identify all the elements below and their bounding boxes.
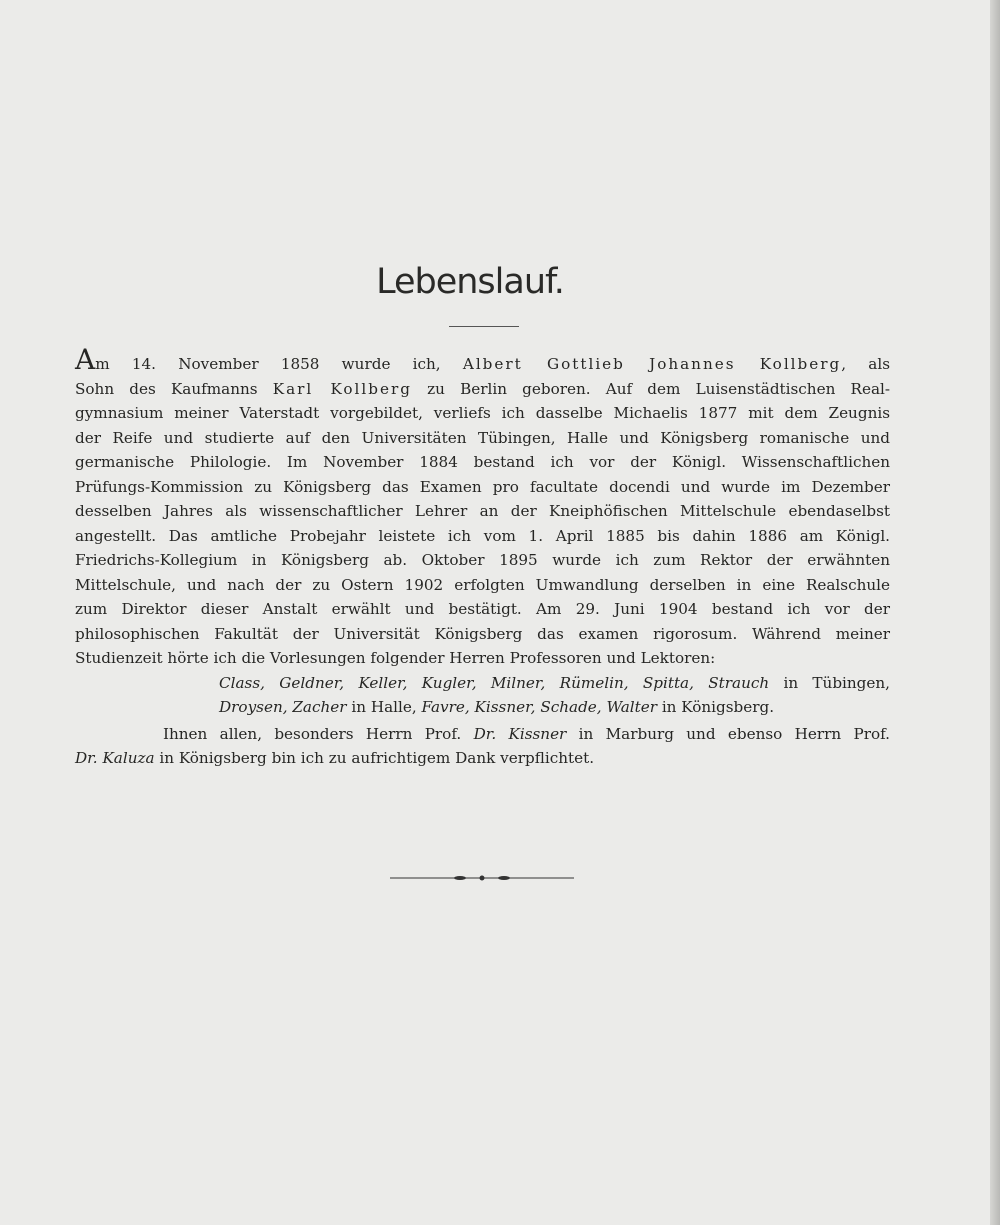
text-line: Prüfungs-Kommission zu Königsberg das Examen pro facultate docendi und wurde im Dezember xyxy=(75,477,890,496)
text-line: zum Direktor dieser Anstalt erwählt und bestätigt. Am 29. Juni 1904 bestand ich vor der xyxy=(75,600,890,618)
text-line: Studienzeit hörte ich die Vorlesungen folgender Herren Professoren und Lektoren: xyxy=(75,649,716,667)
page-edge xyxy=(990,0,1000,1225)
professor-line-tuebingen: Class, Geldner, Keller, Kugler, Milner, Rümelin, Spitta, Strauch in Tübingen, xyxy=(219,673,890,692)
text-line: desselben Jahres als wissenschaftlicher Lehrer an der Kneiphöfischen Mittelschule ebendaselbst xyxy=(75,502,890,520)
father-name: Karl Kollberg xyxy=(272,379,412,398)
text-line: angestellt. Das amtliche Probejahr leistete ich vom 1. April 1885 bis dahin 1886 am Königl. xyxy=(75,526,890,545)
professor-list xyxy=(75,671,890,720)
professor-line-halle-koenigsberg: Droysen, Zacher in Halle, Favre, Kissner, Schade, Walter in Königsberg. xyxy=(219,698,775,716)
text-line: der Reife und studierte auf den Universitäten Tübingen, Halle und Königsberg romanische und xyxy=(75,428,890,447)
title-divider xyxy=(449,326,519,327)
ornament-divider xyxy=(390,872,574,884)
thanks-paragraph xyxy=(75,722,890,747)
text-line: Friedrichs-Kollegium in Königsberg ab. Oktober 1895 wurde ich zum Rektor der erwähnten xyxy=(75,551,890,569)
page-title: Lebenslauf. xyxy=(376,262,564,302)
text-line: germanische Philologie. Im November 1884 bestand ich vor der Königl. Wissenschaftlichen xyxy=(75,453,890,471)
text-line: Am 14. November 1858 wurde ich, Albert Gottlieb Johannes Kollberg, als xyxy=(75,343,890,376)
text-line: Mittelschule, und nach der zu Ostern 1902 erfolgten Umwandlung derselben in eine Realschule xyxy=(75,575,890,594)
biography-text xyxy=(75,343,891,771)
text-line: Dr. Kaluza in Königsberg bin ich zu aufrichtigem Dank verpflichtet. xyxy=(75,749,595,767)
text-line: philosophischen Fakultät der Universität Königsberg das examen rigorosum. Während meiner xyxy=(75,624,890,643)
author-name: Albert Gottlieb Johannes Kollberg xyxy=(462,355,842,373)
drop-cap: A xyxy=(75,343,96,376)
text-line: Sohn des Kaufmanns Karl Kollberg zu Berlin geboren. Auf dem Luisenstädtischen Real- xyxy=(75,379,890,398)
text-line: gymnasium meiner Vaterstadt vorgebildet, verliefs ich dasselbe Michaelis 1877 mit dem Zeugnis xyxy=(75,404,890,422)
text-line: Ihnen allen, besonders Herrn Prof. Dr. Kissner in Marburg und ebenso Herrn Prof. xyxy=(163,724,891,743)
